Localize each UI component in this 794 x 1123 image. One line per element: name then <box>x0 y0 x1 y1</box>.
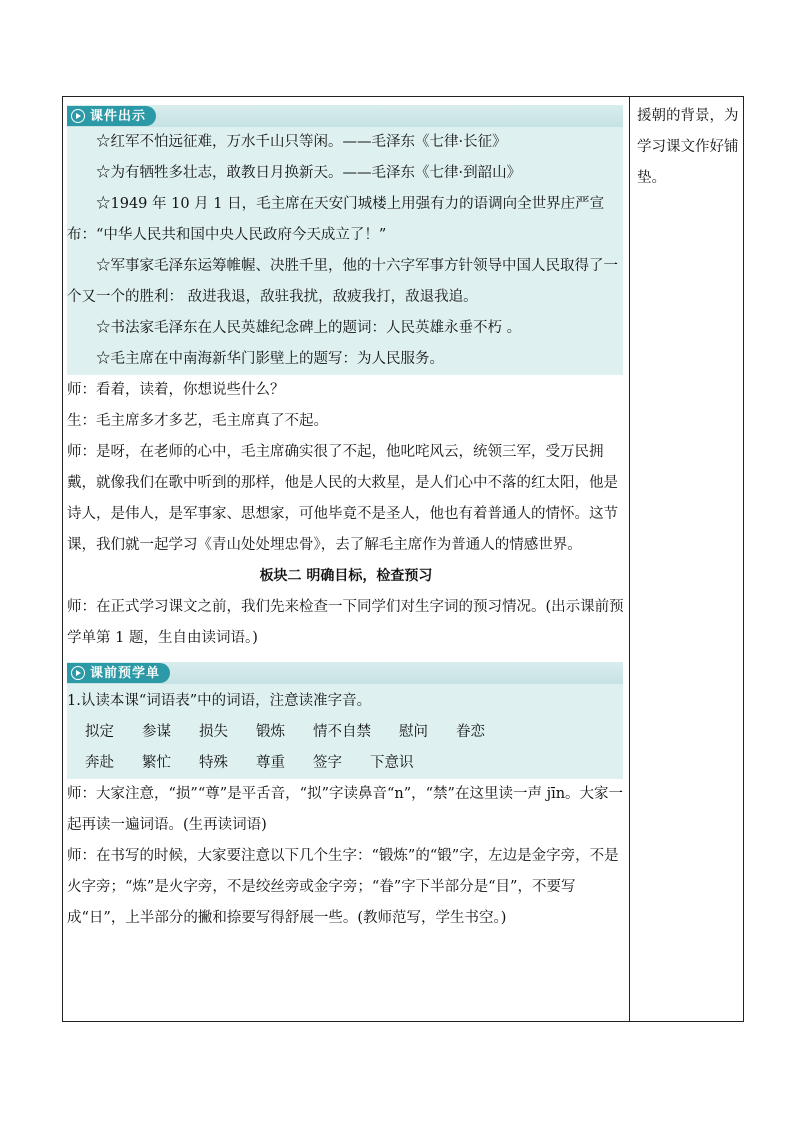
vocab-word: 损失 <box>199 724 228 740</box>
word-row-2 <box>67 748 623 779</box>
vocab-word: 眷恋 <box>456 724 485 740</box>
side-note: 援朝的背景，为学习课文作好铺垫。 <box>637 108 739 186</box>
vocab-word: 特殊 <box>199 755 228 771</box>
courseware-line: ☆军事家毛泽东运筹帷幄、决胜千里，他的十六字军事方针领导中国人民取得了一个又一个的胜利： 敌进我退，敌驻我扰，敌疲我打，敌退我追。 <box>67 258 618 305</box>
column-divider <box>629 97 630 1021</box>
vocab-word: 慰问 <box>399 724 428 740</box>
courseware-line: ☆1949 年 10 月 1 日，毛主席在天安门城楼上用强有力的语调向全世界庄严宣布：“中华人民共和国中央人民政府今天成立了！” <box>67 196 605 243</box>
vocab-word: 锻炼 <box>256 724 285 740</box>
dialogue-block-2 <box>67 592 625 654</box>
preview-header-label: 课前预学单 <box>90 665 161 681</box>
vocab-word: 下意识 <box>370 755 414 771</box>
dialogue-line: 师：在正式学习课文之前，我们先来检查一下同学们对生字词的预习情况。(出示课前预学单第 1 题，生自由读词语。) <box>67 599 624 646</box>
dialogue-line: 师：是呀，在老师的心中，毛主席确实很了不起，他叱咤风云，统领三军，受万民拥戴，就像我们在歌中听到的那样，他是人民的大救星，是人们心中不落的红太阳，他是诗人，是伟人，是军事家、思想家，可他毕竟不是圣人，他也有着普通人的情怀。这节课，我们就一起学习《青山处处埋忠骨》，去了解毛主席作为普通人的情感世界。 <box>67 444 618 553</box>
vocab-word: 拟定 <box>85 724 114 740</box>
courseware-line: ☆为有牺牲多壮志，敢教日月换新天。——毛泽东《七律·到韶山》 <box>96 165 522 181</box>
courseware-line: ☆红军不怕远征难，万水千山只等闲。——毛泽东《七律·长征》 <box>96 134 507 150</box>
courseware-header <box>67 105 623 127</box>
courseware-line: ☆毛主席在中南海新华门影壁上的题写：为人民服务。 <box>96 351 444 367</box>
vocab-word: 尊重 <box>256 755 285 771</box>
word-row-1 <box>67 717 623 748</box>
dialogue-line: 师：大家注意，“损”“尊”是平舌音，“拟”字读鼻音“n”，“禁”在这里读一声 jīn。大家一起再读一遍词语。(生再读词语) <box>67 786 624 833</box>
section-title: 板块二 明确目标，检查预习 <box>259 568 433 584</box>
preview-instruction: 1.认读本课“词语表”中的词语，注意读准字音。 <box>67 693 372 709</box>
courseware-header-label: 课件出示 <box>90 108 147 124</box>
play-circle-icon <box>71 666 85 680</box>
dialogue-line: 生：毛主席多才多艺，毛主席真了不起。 <box>67 413 328 429</box>
vocab-word: 繁忙 <box>142 755 171 771</box>
preview-box <box>67 684 623 779</box>
preview-header <box>67 662 623 684</box>
vocab-word: 签字 <box>313 755 342 771</box>
dialogue-line: 师：看着，读着，你想说些什么？ <box>67 382 285 398</box>
courseware-line: ☆书法家毛泽东在人民英雄纪念碑上的题词：人民英雄永垂不朽 。 <box>96 320 522 336</box>
vocab-word: 情不自禁 <box>313 724 371 740</box>
lesson-table <box>62 96 744 1022</box>
vocab-word: 奔赴 <box>85 755 114 771</box>
main-column <box>67 97 625 934</box>
preview-tag <box>67 663 170 683</box>
dialogue-block-3 <box>67 779 625 934</box>
dialogue-line: 师：在书写的时候，大家要注意以下几个生字：“锻炼”的“锻”字，左边是金字旁，不是火字旁；“炼”是火字旁，不是绞丝旁或金字旁；“眷”字下半部分是“目”，不要写成“日”，上半部分的撇和捺要写得舒展一些。(教师范写，学生书空。) <box>67 848 619 926</box>
side-note-column <box>637 101 741 194</box>
courseware-box <box>67 127 623 375</box>
vocab-word: 参谋 <box>142 724 171 740</box>
courseware-tag <box>67 106 156 126</box>
dialogue-block-1 <box>67 375 625 561</box>
play-circle-icon <box>71 109 85 123</box>
